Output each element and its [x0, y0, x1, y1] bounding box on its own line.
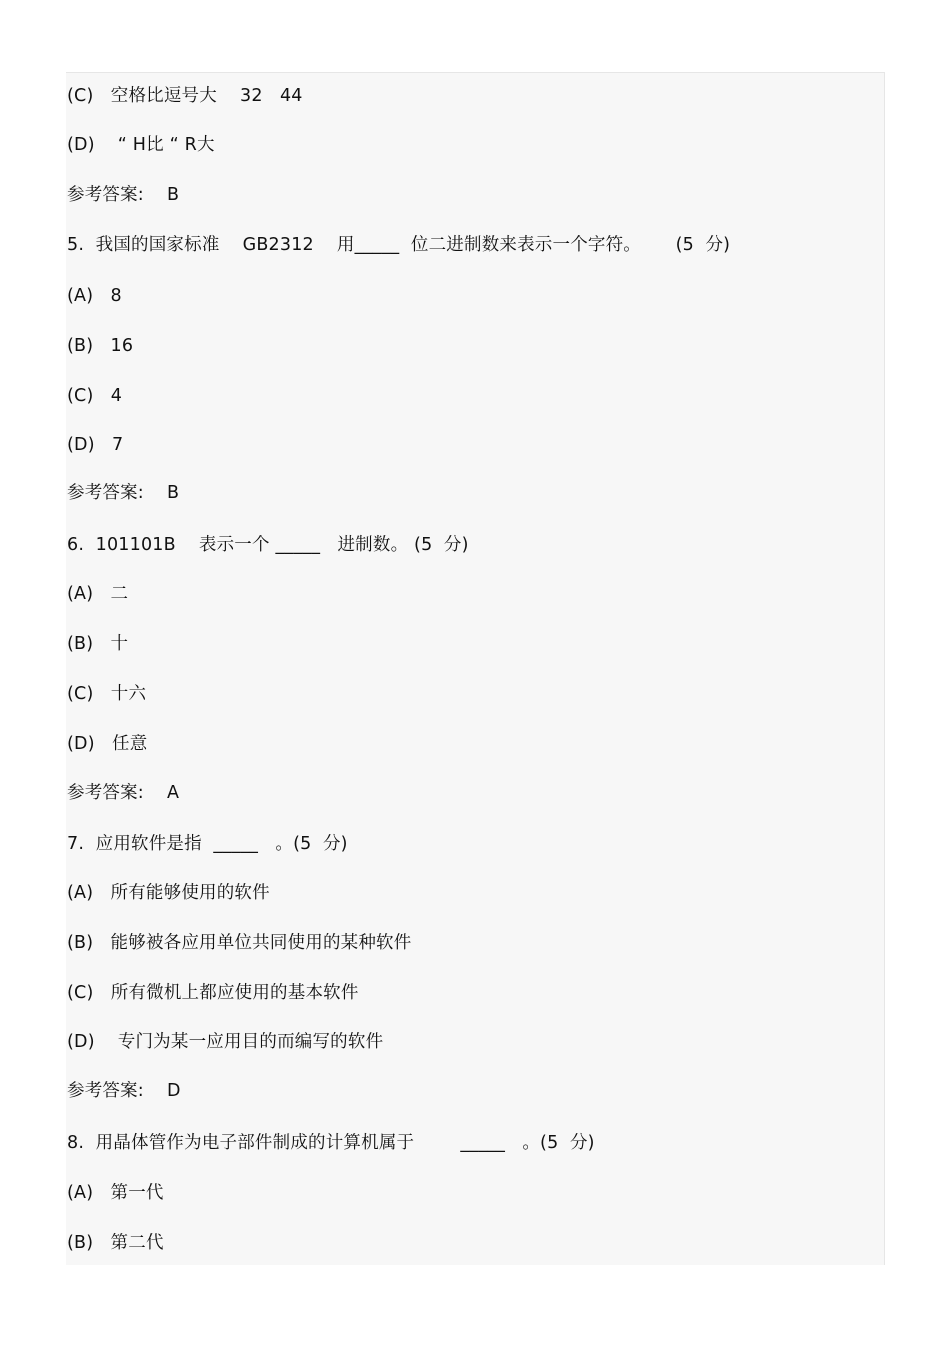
option-c-line: (C) 空格比逗号大 32 44 — [67, 86, 303, 106]
question-6: 6. 101101B 表示一个 _____ 进制数。 (5 分) — [67, 535, 469, 555]
option-a-line: (A) 所有能够使用的软件 — [67, 883, 270, 903]
option-b-line: (B) 第二代 — [67, 1233, 164, 1253]
option-a-line: (A) 第一代 — [67, 1183, 164, 1203]
option-c-line: (C) 所有微机上都应使用的基本软件 — [67, 983, 359, 1003]
option-b-line: (B) 16 — [67, 336, 134, 356]
option-a-line: (A) 二 — [67, 584, 129, 604]
option-c-line: (C) 4 — [67, 386, 123, 406]
answer-line: 参考答案: B — [67, 483, 180, 503]
option-c-line: (C) 十六 — [67, 684, 147, 704]
option-b-line: (B) 十 — [67, 634, 129, 654]
answer-line: 参考答案: A — [67, 783, 180, 803]
option-b-line: (B) 能够被各应用单位共同使用的某种软件 — [67, 933, 412, 953]
option-a-line: (A) 8 — [67, 286, 122, 306]
option-d-line: (D) 7 — [67, 435, 124, 455]
answer-line: 参考答案: B — [67, 185, 180, 205]
option-d-line: (D) 专门为某一应用目的而编写的软件 — [67, 1032, 384, 1052]
question-7: 7. 应用软件是指 _____ 。(5 分) — [67, 834, 348, 854]
question-8: 8. 用晶体管作为电子部件制成的计算机属于 _____ 。(5 分) — [67, 1133, 595, 1153]
question-5: 5. 我国的国家标准 GB2312 用_____ 位二进制数来表示一个字符。 (5 分) — [67, 235, 731, 255]
answer-line: 参考答案: D — [67, 1081, 181, 1101]
option-d-line: (D) “ H比 “ R大 — [67, 135, 215, 155]
option-d-line: (D) 任意 — [67, 734, 148, 754]
